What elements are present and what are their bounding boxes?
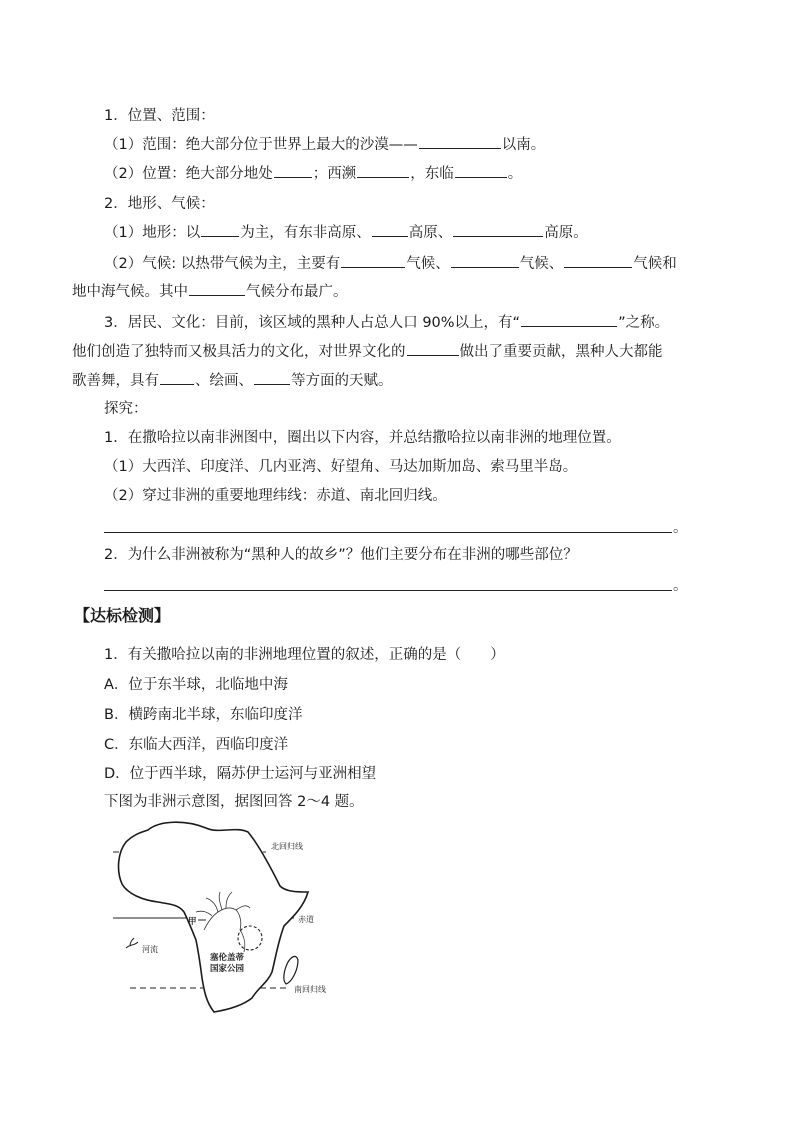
s1-line2-text-d: 。 <box>507 166 523 182</box>
label-equator: 赤道 <box>298 915 314 924</box>
s2-line1-text-c: 高原、 <box>408 225 453 241</box>
s1-line2 <box>104 163 522 184</box>
blank-talent-1[interactable] <box>160 370 194 385</box>
s2-line2-text-a: （2）气候: 以热带气候为主，主要有 <box>104 256 341 272</box>
explore-q1b: （2）穿过非洲的重要地理纬线：赤道、南北回归线。 <box>104 488 447 504</box>
answer-line-2-end: 。 <box>673 578 688 594</box>
s2-line3 <box>72 281 348 302</box>
s3-line1-text-b: ”之称。 <box>618 315 670 331</box>
blank-plateau-1[interactable] <box>372 222 408 237</box>
blank-talent-2[interactable] <box>254 370 290 385</box>
s1-line2-text-b: ；西濒 <box>312 166 357 182</box>
blank-nickname[interactable] <box>521 312 617 327</box>
s1-line1-text-a: （1）范围：绝大部分位于世界上最大的沙漠—— <box>104 137 418 153</box>
africa-map <box>108 812 348 1027</box>
s3-line3 <box>72 370 393 391</box>
label-park-line1: 塞伦盖蒂 <box>210 953 245 963</box>
s1-line1-text-b: 以南。 <box>501 137 546 153</box>
explore-q1: 1．在撒哈拉以南非洲图中，圈出以下内容，并总结撒哈拉以南非洲的地理位置。 <box>104 430 621 446</box>
blank-climate-widest[interactable] <box>189 281 245 296</box>
answer-line-1-end: 。 <box>673 520 688 536</box>
label-tropic-north: 北回归线 <box>271 842 303 851</box>
test-section-title: 【达标检测】 <box>74 606 171 625</box>
explore-title: 探究： <box>104 401 148 417</box>
s2-line2-text-c: 气候、 <box>519 256 564 272</box>
s2-line3-text-b: 气候分布最广。 <box>246 284 348 300</box>
label-park-line2: 国家公园 <box>210 964 245 974</box>
s3-line3-text-a: 歌善舞，具有 <box>72 373 159 389</box>
label-tropic-south: 南回归线 <box>294 985 326 994</box>
blank-plateau-2[interactable] <box>453 222 543 237</box>
explore-q2: 2．为什么非洲被称为“黑种人的故乡”？他们主要分布在非洲的哪些部位？ <box>104 547 578 563</box>
s2-line1-text-d: 高原。 <box>544 225 588 241</box>
test-q1: 1．有关撒哈拉以南的非洲地理位置的叙述，正确的是（ ） <box>104 647 505 663</box>
madagascar-outline <box>284 956 298 984</box>
blank-desert[interactable] <box>419 134 501 149</box>
section1-heading: 1．位置、范围： <box>104 108 215 124</box>
answer-line-2[interactable] <box>104 590 672 591</box>
blank-climate-1[interactable] <box>341 253 405 268</box>
explore-q1a: （1）大西洋、印度洋、几内亚湾、好望角、马达加斯加岛、索马里半岛。 <box>104 459 578 475</box>
s3-line2-text-a: 他们创造了独特而又极具活力的文化，对世界文化的 <box>72 344 406 360</box>
label-river-legend: 河流 <box>142 945 158 954</box>
s1-line2-text-c: ，东临 <box>410 166 454 182</box>
s3-line1-text-a: 3．居民、文化：目前，该区域的黑种人占总人口 90%以上，有“ <box>104 315 521 331</box>
s2-line1-text-b: 为主，有东非高原、 <box>240 225 371 241</box>
blank-east-ocean[interactable] <box>455 163 507 178</box>
s2-line2-text-d: 气候和 <box>633 256 677 272</box>
option-d[interactable]: D．位于西半球，隔苏伊士运河与亚洲相望 <box>104 766 377 782</box>
river-legend-icon <box>126 938 138 948</box>
blank-climate-2[interactable] <box>451 253 519 268</box>
s1-line2-text-a: （2）位置：绝大部分地处 <box>104 166 273 182</box>
s2-line1-text-a: （1）地形：以 <box>104 225 201 241</box>
map-intro: 下图为非洲示意图，据图回答 2～4 题。 <box>104 794 364 810</box>
blank-climate-3[interactable] <box>564 253 632 268</box>
s2-line3-text-a: 地中海气候。其中 <box>72 284 188 300</box>
s3-line2 <box>72 341 663 362</box>
s3-line3-text-b: 、绘画、 <box>195 373 253 389</box>
option-c[interactable]: C．东临大西洋，西临印度洋 <box>104 737 289 753</box>
option-b[interactable]: B．横跨南北半球，东临印度洋 <box>104 707 303 723</box>
s3-line2-text-b: 做出了重要贡献，黑种人大都能 <box>459 344 663 360</box>
s3-line1 <box>104 312 669 333</box>
s2-line2 <box>104 253 677 274</box>
blank-landform[interactable] <box>201 222 239 237</box>
answer-line-1[interactable] <box>104 532 672 533</box>
s2-line1 <box>104 222 588 243</box>
s1-line1 <box>104 134 545 155</box>
option-a[interactable]: A．位于东半球，北临地中海 <box>104 677 288 693</box>
blank-latitude-zone[interactable] <box>274 163 312 178</box>
s2-line2-text-b: 气候、 <box>406 256 450 272</box>
blank-contribution[interactable] <box>407 341 459 356</box>
section2-heading: 2．地形、气候： <box>104 196 215 212</box>
blank-west-ocean[interactable] <box>357 163 409 178</box>
label-jia: 甲 <box>188 917 197 927</box>
s3-line3-text-c: 等方面的天赋。 <box>291 373 393 389</box>
